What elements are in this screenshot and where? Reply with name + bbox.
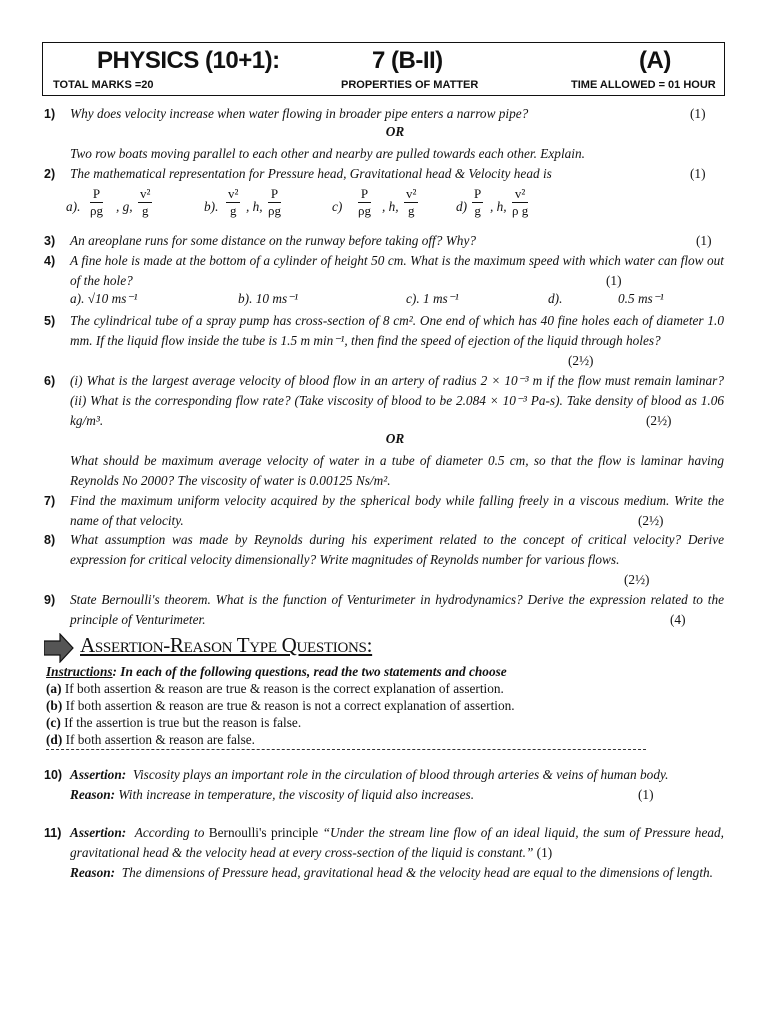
choice-d: (d) If both assertion & reason are false. bbox=[46, 732, 255, 747]
question-5 bbox=[44, 311, 724, 368]
instructions-label: Instructions bbox=[46, 664, 113, 679]
fraction-v2-g: $\frac{\text{v²}}{g}$ bbox=[406, 186, 417, 218]
set-label: (A) bbox=[639, 47, 671, 74]
question-9 bbox=[44, 590, 724, 630]
choice-c: (c) If the assertion is true but the reason is false. bbox=[46, 715, 302, 730]
option-d-label: d) bbox=[456, 199, 468, 214]
assertion-text: Assertion: Viscosity plays an important role in the circulation of blood through arteries & veins of human body. bbox=[70, 767, 669, 782]
question-7 bbox=[44, 491, 724, 531]
marks: (1) bbox=[606, 273, 622, 288]
subject-title: PHYSICS (10+1): bbox=[97, 47, 280, 74]
question-number: 11) bbox=[44, 826, 62, 840]
bernoulli-link: Bernoulli's principle bbox=[208, 825, 319, 840]
instructions bbox=[46, 663, 507, 680]
question-text: What assumption was made by Reynolds during his experiment related to the concept of critical velocity? Derive expression for critical velocity dimensionally? Write magnitudes of Reynolds number for various flows. bbox=[70, 532, 724, 567]
question-1 bbox=[44, 104, 724, 124]
fraction-p-rhog: $\frac{P}{\rho g}$ bbox=[358, 186, 371, 218]
marks: (2½) bbox=[624, 572, 650, 587]
question-text: Why does velocity increase when water flowing in broader pipe enters a narrow pipe? bbox=[70, 106, 529, 121]
arrow-icon bbox=[44, 633, 74, 663]
option-b-label: b). bbox=[204, 199, 219, 214]
question-4 bbox=[44, 251, 724, 291]
q4-option-c: c). 1 ms⁻¹ bbox=[406, 291, 459, 306]
instructions-text: : In each of the following questions, read the two statements and choose bbox=[112, 664, 507, 679]
header-box bbox=[42, 42, 725, 96]
separator: , h, bbox=[246, 199, 263, 214]
question-number: 3) bbox=[44, 234, 56, 248]
marks: (1) bbox=[690, 166, 706, 181]
marks: (1) bbox=[536, 845, 553, 860]
question-number: 9) bbox=[44, 593, 56, 607]
q4-option-b: b). 10 ms⁻¹ bbox=[238, 291, 299, 306]
fraction-v2-g: $\frac{\text{v²}}{g}$ bbox=[228, 186, 239, 218]
marks: (1) bbox=[690, 106, 706, 121]
choice-b: (b) If both assertion & reason are true & reason is not a correct explanation of assertion. bbox=[46, 698, 515, 713]
q4-option-d-label: d). bbox=[548, 291, 563, 306]
q4-option-a: a). √10 ms⁻¹ bbox=[70, 291, 138, 306]
question-number: 4) bbox=[44, 254, 56, 268]
question-text: An areoplane runs for some distance on the runway before taking off? Why? bbox=[70, 233, 476, 248]
time-allowed: TIME ALLOWED = 01 HOUR bbox=[571, 79, 716, 91]
question-1-alt bbox=[44, 144, 724, 164]
question-number: 1) bbox=[44, 107, 56, 121]
marks: (2½) bbox=[646, 413, 672, 428]
separator: , g, bbox=[116, 199, 133, 214]
question-11 bbox=[44, 823, 724, 883]
marks: (2½) bbox=[638, 513, 664, 528]
question-text: What should be maximum average velocity of water in a tube of diameter 0.5 cm, so that the flow is laminar having Reynolds No 2000? The viscosity of water is 0.00125 Ns/m². bbox=[70, 453, 724, 488]
question-text: The cylindrical tube of a spray pump has cross-section of 8 cm². One end of which has 40 fine holes each of diameter 1.0 mm. If the liquid flow inside the tube is 1.5 m min⁻¹, then find the speed of ejection of the liquid through holes? bbox=[70, 313, 724, 348]
separator: , h, bbox=[382, 199, 399, 214]
option-c-label: c) bbox=[332, 199, 343, 214]
total-marks: TOTAL MARKS =20 bbox=[53, 79, 154, 91]
or-label: OR bbox=[385, 124, 405, 139]
question-number: 10) bbox=[44, 768, 63, 782]
question-text: State Bernoulli's theorem. What is the function of Venturimeter in hydrodynamics? Derive the expression related to the principle of Venturimeter. bbox=[70, 592, 724, 627]
option-a-label: a). bbox=[66, 199, 81, 214]
marks: (1) bbox=[638, 787, 654, 802]
assertion-text: Assertion: According to Bernoulli's principle “Under the stream line flow of an ideal liquid, the sum of Pressure head, gravitational head & the velocity head at every cross-section of the liquid is constant.” (1) bbox=[70, 825, 724, 860]
question-8 bbox=[44, 530, 724, 587]
choice-a: (a) If both assertion & reason are true & reason is the correct explanation of assertion. bbox=[46, 681, 504, 696]
question-2 bbox=[44, 164, 724, 184]
fraction-v2-rhog: $\frac{\text{v²}}{\text{ρ g}}$ bbox=[512, 186, 529, 218]
fraction-p-g: $\frac{P}{g}$ bbox=[474, 186, 482, 218]
separator: , h, bbox=[490, 199, 507, 214]
question-text: The mathematical representation for Pressure head, Gravitational head & Velocity head is bbox=[70, 166, 552, 181]
question-text: Two row boats moving parallel to each other and nearby are pulled towards each other. Explain. bbox=[70, 146, 585, 161]
fraction-p-rhog: $\frac{P}{\rho g}$ bbox=[268, 186, 281, 218]
reason-text: Reason: With increase in temperature, the viscosity of liquid also increases. bbox=[70, 787, 475, 802]
question-3 bbox=[44, 231, 724, 251]
question-6-alt bbox=[44, 451, 724, 491]
chapter-title: 7 (B-II) bbox=[372, 47, 443, 74]
question-10 bbox=[44, 765, 724, 805]
or-label: OR bbox=[385, 431, 405, 446]
marks: (4) bbox=[670, 612, 686, 627]
topic: PROPERTIES OF MATTER bbox=[341, 79, 479, 91]
marks: (1) bbox=[696, 233, 712, 248]
fraction-v2-g: $\frac{\text{v²}}{g}$ bbox=[140, 186, 151, 218]
reason-text: Reason: The dimensions of Pressure head, gravitational head & the velocity head are equal to the dimensions of length. bbox=[70, 865, 713, 880]
question-text: A fine hole is made at the bottom of a cylinder of height 50 cm. What is the maximum speed with which water can flow out of the hole? bbox=[70, 253, 724, 288]
question-number: 8) bbox=[44, 533, 56, 547]
q4-option-d: 0.5 ms⁻¹ bbox=[618, 291, 664, 306]
question-number: 7) bbox=[44, 494, 56, 508]
fraction-p-rhog: $\frac{P}{\rho g}$ bbox=[90, 186, 103, 218]
question-text: Find the maximum uniform velocity acquired by the spherical body while falling freely in a viscous medium. Write the name of that velocity. bbox=[70, 493, 724, 528]
question-number: 5) bbox=[44, 314, 56, 328]
question-6 bbox=[44, 371, 724, 431]
question-text: (i) What is the largest average velocity of blood flow in an artery of radius 2 × 10⁻³ m if the flow must remain laminar? (ii) What is the corresponding flow rate? (Take viscosity of blood to be 2.084 × 10⁻³ Pa-s). Take density of blood as 1.06 kg/m³. bbox=[70, 373, 724, 428]
question-number: 2) bbox=[44, 167, 56, 181]
question-number: 6) bbox=[44, 374, 56, 388]
divider bbox=[46, 749, 646, 750]
section-title: Assertion-Reason Type Questions: bbox=[80, 633, 373, 657]
marks: (2½) bbox=[568, 353, 594, 368]
